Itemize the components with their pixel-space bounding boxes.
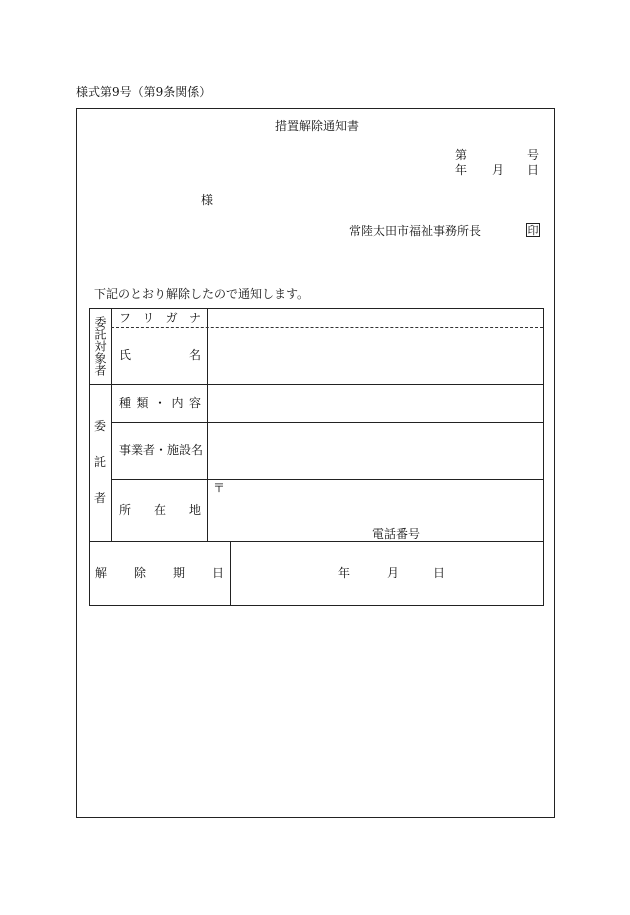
table-border-right	[543, 308, 544, 605]
table-divider-label	[207, 308, 208, 541]
release-date-char: 解	[95, 566, 108, 580]
addressee-suffix: 様	[201, 193, 214, 207]
release-date-day: 日	[433, 566, 446, 580]
table-divider-date	[230, 541, 231, 605]
postal-mark: 〒	[213, 481, 226, 495]
furigana-char: ナ	[188, 311, 201, 325]
date-day: 日	[527, 163, 540, 177]
furigana-char: ガ	[165, 311, 178, 325]
release-date-month: 月	[387, 566, 400, 580]
table-border-bottom	[89, 605, 544, 606]
intro-text: 下記のとおり解除したので通知します。	[94, 287, 310, 301]
date-year: 年	[455, 163, 468, 177]
type-content-char: 容	[188, 396, 201, 410]
phone-label: 電話番号	[372, 527, 421, 541]
number-suffix: 号	[527, 148, 540, 162]
location-char: 地	[188, 503, 201, 517]
release-date-char: 日	[211, 566, 224, 580]
type-content-char: 内	[171, 396, 184, 410]
type-content-char: 種	[119, 396, 132, 410]
location-char: 在	[153, 503, 166, 517]
issuer-name: 常陸太田市福祉事務所長	[349, 224, 482, 238]
date-month: 月	[492, 163, 505, 177]
type-content-label	[119, 397, 201, 409]
facility-label: 事業者・施設名	[119, 443, 204, 457]
release-date-year: 年	[338, 566, 351, 580]
group-label-entrust-1: 委	[94, 419, 107, 433]
furigana-label	[119, 312, 201, 324]
name-label	[119, 349, 201, 361]
table-divider-group	[111, 308, 112, 541]
table-row-divider-2	[111, 422, 544, 423]
table-row-divider-4	[89, 541, 544, 542]
table-row-divider-1	[89, 384, 544, 385]
location-label	[119, 504, 201, 516]
table-row-divider-3	[111, 479, 544, 480]
type-content-char: ・	[153, 396, 166, 410]
furigana-char: リ	[142, 311, 155, 325]
release-date-char: 除	[133, 566, 146, 580]
document-title: 措置解除通知書	[275, 119, 360, 133]
table-border-left	[89, 308, 90, 605]
number-prefix: 第	[455, 148, 468, 162]
name-label-char: 名	[188, 348, 201, 362]
release-date-char: 期	[172, 566, 185, 580]
release-date-label	[95, 567, 224, 579]
furigana-char: フ	[119, 311, 132, 325]
group-label-entrust-3: 者	[94, 491, 107, 505]
table-furigana-divider	[111, 327, 543, 328]
seal-stamp: 印	[527, 224, 539, 237]
location-char: 所	[119, 503, 132, 517]
group-label-entrust-2: 託	[94, 455, 107, 469]
type-content-char: 類	[136, 396, 149, 410]
group-label-subject: 委託対象者	[93, 316, 107, 376]
form-number: 様式第9号（第9条関係）	[76, 85, 212, 99]
name-label-char: 氏	[119, 348, 132, 362]
table-border-top	[89, 308, 544, 309]
document-frame	[76, 108, 555, 818]
